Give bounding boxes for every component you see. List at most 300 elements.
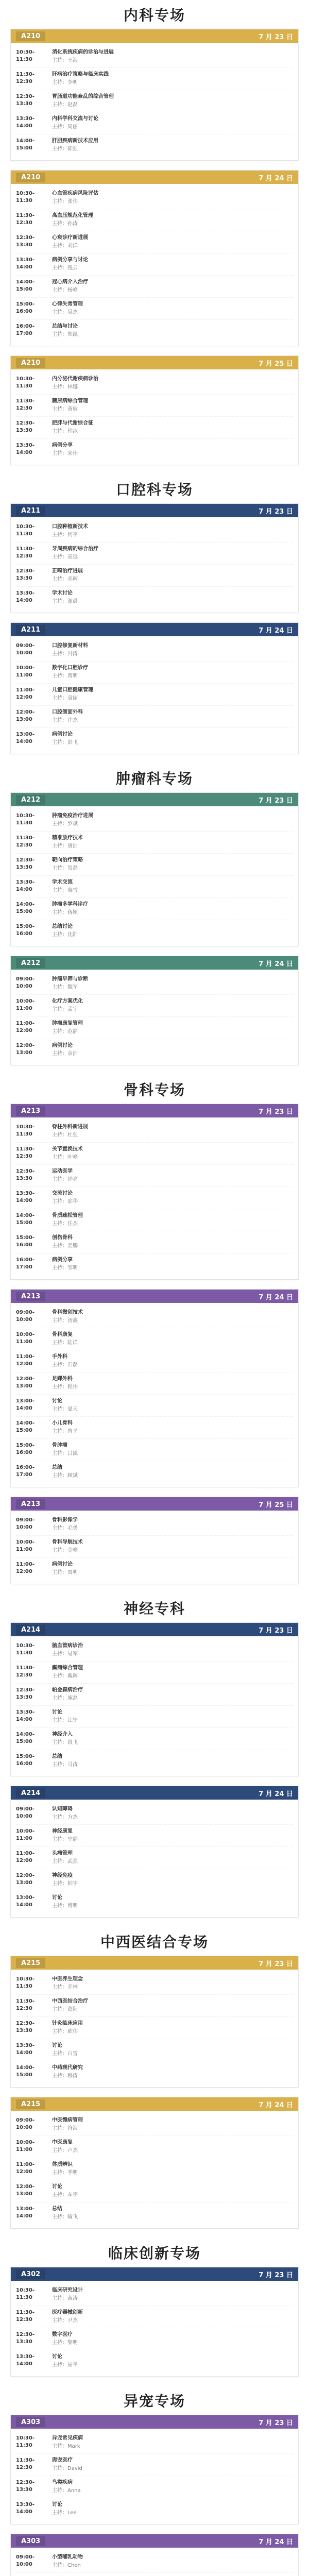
session-time: 11:00-12:00 xyxy=(16,1021,35,1033)
session-row xyxy=(16,920,293,942)
session-time: 12:30-13:30 xyxy=(16,2332,35,2345)
session-time: 11:30-12:30 xyxy=(16,546,35,559)
session-row xyxy=(16,898,293,920)
session-time: 13:30-14:00 xyxy=(16,2502,35,2515)
session-time: 09:00-10:00 xyxy=(16,1517,35,1530)
session-row xyxy=(16,832,293,854)
session-time: 10:30-11:30 xyxy=(16,524,35,537)
session-card xyxy=(10,503,299,613)
date-label: 7 月 24 日 xyxy=(259,1790,293,1798)
session-content xyxy=(52,1539,293,1554)
section-title: 临床创新专场 xyxy=(108,2245,201,2262)
session-subtitle: 主持：刘洋 xyxy=(52,243,78,249)
session-subtitle: 主持：孟宇 xyxy=(52,1007,78,1012)
section xyxy=(0,1075,309,1584)
session-time: 12:30-13:30 xyxy=(16,2480,35,2493)
session-content xyxy=(52,93,293,109)
session-row xyxy=(16,1439,293,1461)
session-title: 正畸治疗进展 xyxy=(52,568,83,574)
session-content xyxy=(52,590,293,605)
session-title: 中西医结合治疗 xyxy=(52,1998,88,2004)
session-subtitle: 主持：任杰 xyxy=(52,1221,78,1227)
room-label: A210 xyxy=(16,173,45,182)
date-label: 7 月 23 日 xyxy=(259,796,293,805)
session-content xyxy=(52,1998,293,2013)
session-row xyxy=(16,1847,293,1869)
session-row xyxy=(16,1825,293,1847)
session-content xyxy=(52,523,293,539)
session-content xyxy=(52,1872,293,1888)
section-title: 异宠专场 xyxy=(123,2393,185,2410)
session-row xyxy=(16,1231,293,1253)
session-title: 讨论 xyxy=(52,1895,62,1901)
session-card xyxy=(10,2267,299,2377)
session-subtitle: 主持：林娜 xyxy=(52,384,78,390)
card-body xyxy=(11,1800,298,1917)
session-title: 高血压规范化管理 xyxy=(52,213,93,218)
session-time: 09:00-10:00 xyxy=(16,643,35,656)
session-subtitle: 主持：方杰 xyxy=(52,1815,78,1820)
session-title: 神经免疫 xyxy=(52,1873,73,1878)
session-subtitle: 主持：姜鹏 xyxy=(52,1243,78,1249)
session-row xyxy=(16,639,293,662)
session-title: 病例讨论 xyxy=(52,1562,73,1567)
session-title: 病例分享 xyxy=(52,1257,73,1263)
session-card xyxy=(10,170,299,346)
session-title: 异宠常见疾病 xyxy=(52,2435,83,2441)
session-title: 体质辨识 xyxy=(52,2162,73,2167)
session-subtitle: 主持：曹明 xyxy=(52,673,78,679)
date-label: 7 月 24 日 xyxy=(259,1293,293,1301)
date-label: 7 月 23 日 xyxy=(259,1626,293,1635)
card-body xyxy=(11,369,298,465)
session-time: 12:00-13:00 xyxy=(16,709,35,722)
card-header xyxy=(11,2534,298,2548)
session-subtitle: 主持：David xyxy=(52,2466,82,2471)
session-subtitle: 主持：施磊 xyxy=(52,1696,78,1701)
session-row xyxy=(16,520,293,543)
room-label: A213 xyxy=(16,1292,45,1301)
session-time: 14:00-15:00 xyxy=(16,1732,35,1744)
session-subtitle: 主持：石磊 xyxy=(52,1362,78,1368)
session-subtitle: 主持：邹明 xyxy=(52,1265,78,1271)
session-subtitle: 主持：宁静 xyxy=(52,1837,78,1842)
section-title: 内科专场 xyxy=(123,7,185,24)
session-subtitle: 主持：张伟 xyxy=(52,199,78,205)
session-row xyxy=(16,995,293,1017)
session-card xyxy=(10,1289,299,1487)
session-subtitle: 主持：金峰 xyxy=(52,1548,78,1553)
session-content xyxy=(52,1894,293,1910)
session-content xyxy=(52,879,293,894)
session-row xyxy=(16,253,293,276)
session-time: 10:30-11:30 xyxy=(16,376,35,389)
session-subtitle: 主持：赵磊 xyxy=(52,102,78,108)
session-row xyxy=(16,2136,293,2158)
room-label: A302 xyxy=(16,2269,45,2279)
session-title: 牙周疾病的综合治疗 xyxy=(52,546,98,552)
session-subtitle: 主持：郑凯 xyxy=(52,332,78,337)
session-row xyxy=(16,1728,293,1750)
session-subtitle: 主持：戴辉 xyxy=(52,1673,78,1679)
session-row xyxy=(16,1869,293,1891)
session-time: 13:30-14:00 xyxy=(16,1709,35,1722)
session-row xyxy=(16,1372,293,1395)
session-title: 化疗方案优化 xyxy=(52,998,83,1004)
session-row xyxy=(16,46,293,68)
session-subtitle: 主持：彭飞 xyxy=(52,740,78,745)
section-title: 神经专科 xyxy=(123,1600,185,1617)
session-time: 11:00-12:00 xyxy=(16,687,35,700)
session-time: 10:30-11:30 xyxy=(16,1976,35,1989)
date-label: 7 月 24 日 xyxy=(259,2538,293,2546)
session-subtitle: 主持：毛勇 xyxy=(52,1526,78,1531)
session-title: 靶向治疗策略 xyxy=(52,857,83,863)
session-time: 10:00-11:00 xyxy=(16,1828,35,1841)
session-title: 癫痫综合管理 xyxy=(52,1665,83,1671)
session-content xyxy=(52,442,293,457)
session-row xyxy=(16,439,293,461)
session-subtitle: 主持：邵华 xyxy=(52,1199,78,1205)
session-subtitle: 主持：罗斌 xyxy=(52,821,78,827)
session-row xyxy=(16,2158,293,2180)
card-body xyxy=(11,184,298,346)
session-subtitle: 主持：沈阳 xyxy=(52,932,78,938)
session-row xyxy=(16,854,293,876)
session-content xyxy=(52,420,293,435)
session-title: 脑血管病诊治 xyxy=(52,1643,83,1649)
session-content xyxy=(52,301,293,316)
session-row xyxy=(16,973,293,995)
session-subtitle: 主持：卢杰 xyxy=(52,2148,78,2154)
card-body xyxy=(11,1511,298,1584)
card-header xyxy=(11,29,298,43)
session-row xyxy=(16,1039,293,1061)
session-title: 病例分享 xyxy=(52,443,73,448)
card-header xyxy=(11,1497,298,1511)
session-content xyxy=(52,1709,293,1724)
session-time: 13:00-14:00 xyxy=(16,732,35,744)
session-row xyxy=(16,1417,293,1439)
session-time: 11:30-12:30 xyxy=(16,2310,35,2323)
card-header xyxy=(11,1786,298,1800)
session-row xyxy=(16,706,293,728)
card-body xyxy=(11,636,298,754)
card-header xyxy=(11,793,298,806)
session-content xyxy=(52,138,293,153)
session-content xyxy=(52,998,293,1013)
session-subtitle: 主持：孙涛 xyxy=(52,221,78,227)
session-title: 总结讨论 xyxy=(52,924,73,929)
session-time: 13:30-14:00 xyxy=(16,1191,35,1204)
session-time: 10:30-11:30 xyxy=(16,191,35,204)
session-subtitle: 主持：吴杰 xyxy=(52,310,78,315)
room-label: A212 xyxy=(16,795,45,805)
session-title: 口腔种植新技术 xyxy=(52,524,88,530)
session-time: 12:00-13:00 xyxy=(16,1043,35,1056)
session-subtitle: 主持：白雪 xyxy=(52,2051,78,2057)
session-row xyxy=(16,1558,293,1580)
card-body xyxy=(11,806,298,946)
session-title: 糖尿病综合管理 xyxy=(52,398,88,404)
session-row xyxy=(16,1750,293,1772)
session-subtitle: 主持：Lee xyxy=(52,2510,77,2516)
session-content xyxy=(52,2287,293,2302)
session-row xyxy=(16,1514,293,1536)
session-row xyxy=(16,1536,293,1558)
date-label: 7 月 23 日 xyxy=(259,2271,293,2279)
session-title: 消化系统疾病的诊治与进展 xyxy=(52,49,114,55)
session-title: 讨论 xyxy=(52,2043,62,2048)
session-row xyxy=(16,2476,293,2498)
session-row xyxy=(16,2180,293,2202)
session-time: 11:00-12:00 xyxy=(16,1354,35,1367)
section-title: 中西医结合专场 xyxy=(100,1934,209,1951)
session-subtitle: 主持：车宇 xyxy=(52,2192,78,2198)
session-row xyxy=(16,187,293,209)
session-title: 神经介入 xyxy=(52,1732,73,1737)
session-time: 15:00-16:00 xyxy=(16,1235,35,1248)
session-subtitle: 主持：许杰 xyxy=(52,718,78,723)
session-subtitle: 主持：贾明 xyxy=(52,1570,78,1575)
session-content xyxy=(52,1517,293,1532)
session-time: 15:00-16:00 xyxy=(16,1754,35,1767)
session-time: 11:00-12:00 xyxy=(16,2162,35,2175)
session-content xyxy=(52,279,293,294)
session-time: 11:30-12:30 xyxy=(16,398,35,411)
session-content xyxy=(52,976,293,991)
session-time: 12:30-13:30 xyxy=(16,568,35,581)
section-title: 肿瘤科专场 xyxy=(115,770,193,787)
session-row xyxy=(16,417,293,439)
session-title: 脊柱外科新进展 xyxy=(52,1124,88,1130)
session-title: 学术讨论 xyxy=(52,590,73,596)
session-time: 13:30-14:00 xyxy=(16,2043,35,2056)
session-content xyxy=(52,1257,293,1272)
card-header xyxy=(11,504,298,517)
session-content xyxy=(52,901,293,917)
section xyxy=(0,764,309,1065)
session-time: 13:00-14:00 xyxy=(16,2206,35,2219)
session-time: 12:00-13:00 xyxy=(16,1376,35,1389)
session-title: 中医慢病管理 xyxy=(52,2117,83,2123)
session-subtitle: 主持：袁丽 xyxy=(52,696,78,701)
session-content xyxy=(52,665,293,680)
session-time: 13:00-14:00 xyxy=(16,1398,35,1411)
session-card xyxy=(10,1104,299,1280)
session-time: 11:30-12:30 xyxy=(16,2458,35,2470)
session-time: 11:00-12:00 xyxy=(16,1562,35,1574)
session-row xyxy=(16,2432,293,2454)
session-content xyxy=(52,212,293,228)
session-content xyxy=(52,190,293,206)
session-title: 骨科康复 xyxy=(52,1332,73,1337)
section xyxy=(0,2386,309,2576)
card-body xyxy=(11,2548,298,2576)
session-content xyxy=(52,1376,293,1391)
session-subtitle: 主持：Mark xyxy=(52,2444,80,2449)
card-body xyxy=(11,517,298,613)
session-title: 中药现代研究 xyxy=(52,2065,83,2071)
session-subtitle: 主持：秦雪 xyxy=(52,888,78,893)
room-label: A214 xyxy=(16,1788,45,1798)
session-content xyxy=(52,2139,293,2155)
card-header xyxy=(11,2267,298,2281)
session-row xyxy=(16,209,293,231)
session-title: 中医养生理念 xyxy=(52,1976,83,1982)
session-content xyxy=(52,1353,293,1369)
card-header xyxy=(11,956,298,970)
card-header xyxy=(11,2097,298,2111)
date-label: 7 月 23 日 xyxy=(259,1108,293,1116)
session-title: 认知障碍 xyxy=(52,1806,73,1812)
session-subtitle: 主持：符海 xyxy=(52,2126,78,2131)
session-content xyxy=(52,1806,293,1821)
session-subtitle: 主持：周丽 xyxy=(52,124,78,130)
session-title: 运动医学 xyxy=(52,1168,73,1174)
session-title: 爬宠医疗 xyxy=(52,2458,73,2463)
session-content xyxy=(52,1442,293,1458)
session-row xyxy=(16,876,293,898)
session-subtitle: 主持：Anna xyxy=(52,2488,81,2494)
session-subtitle: 主持：杨峰 xyxy=(52,287,78,293)
session-row xyxy=(16,2061,293,2083)
card-body xyxy=(11,2111,298,2228)
session-time: 14:00-15:00 xyxy=(16,902,35,914)
section xyxy=(0,2238,309,2377)
session-content xyxy=(52,1124,293,1139)
session-subtitle: 主持：黎明 xyxy=(52,2340,78,2346)
session-subtitle: 主持：喻飞 xyxy=(52,2214,78,2220)
session-row xyxy=(16,2551,293,2573)
session-content xyxy=(52,323,293,338)
session-row xyxy=(16,395,293,417)
session-subtitle: 主持：顾斌 xyxy=(52,1473,78,1479)
session-row xyxy=(16,2202,293,2224)
session-card xyxy=(10,792,299,946)
session-subtitle: 主持：季明 xyxy=(52,2170,78,2176)
session-row xyxy=(16,1143,293,1165)
session-subtitle: 主持：叶峰 xyxy=(52,1155,78,1160)
session-row xyxy=(16,276,293,298)
session-title: 胃肠道功能紊乱的综合管理 xyxy=(52,94,114,99)
session-time: 12:30-13:30 xyxy=(16,235,35,248)
session-subtitle: 主持：邓辉 xyxy=(52,577,78,582)
session-subtitle: 主持：柏宇 xyxy=(52,1881,78,1887)
card-body xyxy=(11,1117,298,1279)
session-time: 11:30-12:30 xyxy=(16,213,35,226)
session-row xyxy=(16,2498,293,2520)
session-content xyxy=(52,1561,293,1577)
session-time: 16:00-17:00 xyxy=(16,1257,35,1270)
session-subtitle: 主持：葛阳 xyxy=(52,2007,78,2012)
session-row xyxy=(16,2017,293,2039)
card-body xyxy=(11,1636,298,1776)
session-content xyxy=(52,835,293,850)
session-content xyxy=(52,1168,293,1183)
session-time: 14:00-15:00 xyxy=(16,2065,35,2078)
session-row xyxy=(16,543,293,565)
card-header xyxy=(11,356,298,369)
session-content xyxy=(52,2064,293,2080)
session-row xyxy=(16,1395,293,1417)
room-label: A211 xyxy=(16,625,45,635)
session-content xyxy=(52,1146,293,1161)
session-card xyxy=(10,1956,299,2088)
session-time: 13:30-14:00 xyxy=(16,116,35,129)
session-title: 创伤骨科 xyxy=(52,1235,73,1241)
session-content xyxy=(52,687,293,702)
session-row xyxy=(16,1995,293,2017)
session-time: 09:00-10:00 xyxy=(16,1310,35,1323)
session-title: 小儿骨科 xyxy=(52,1420,73,1426)
session-title: 总结 xyxy=(52,1754,62,1759)
card-body xyxy=(11,1970,298,2087)
session-content xyxy=(52,2457,293,2472)
session-row xyxy=(16,2328,293,2350)
session-row xyxy=(16,1973,293,1995)
session-subtitle: 主持：高远 xyxy=(52,554,78,560)
session-title: 交流讨论 xyxy=(52,1191,73,1196)
session-time: 14:00-15:00 xyxy=(16,1213,35,1226)
session-row xyxy=(16,134,293,156)
session-row xyxy=(16,298,293,320)
session-content xyxy=(52,2554,293,2569)
session-subtitle: 主持：冯涛 xyxy=(52,651,78,657)
session-content xyxy=(52,1642,293,1658)
session-row xyxy=(16,90,293,112)
session-time: 12:30-13:30 xyxy=(16,857,35,870)
session-content xyxy=(52,1850,293,1866)
session-content xyxy=(52,642,293,658)
session-content xyxy=(52,71,293,87)
date-label: 7 月 23 日 xyxy=(259,2419,293,2427)
session-content xyxy=(52,546,293,561)
session-time: 11:30-12:30 xyxy=(16,72,35,84)
session-time: 11:30-12:30 xyxy=(16,1146,35,1159)
session-time: 10:30-11:30 xyxy=(16,1643,35,1656)
session-subtitle: 主持：尹杰 xyxy=(52,2318,78,2324)
session-subtitle: 主持：陈强 xyxy=(52,146,78,152)
session-content xyxy=(52,234,293,250)
session-row xyxy=(16,2284,293,2306)
session-title: 精准放疗技术 xyxy=(52,835,83,841)
session-title: 针灸临床应用 xyxy=(52,2021,83,2026)
session-subtitle: 主持：易军 xyxy=(52,1651,78,1657)
session-title: 讨论 xyxy=(52,1398,62,1404)
session-subtitle: 主持：乔林 xyxy=(52,1985,78,1990)
session-time: 10:00-11:00 xyxy=(16,2140,35,2153)
card-header xyxy=(11,623,298,636)
session-time: 13:30-14:00 xyxy=(16,2354,35,2367)
session-title: 讨论 xyxy=(52,2502,62,2507)
session-content xyxy=(52,1398,293,1413)
session-row xyxy=(16,1328,293,1350)
session-content xyxy=(52,2206,293,2221)
session-subtitle: 主持：余浩 xyxy=(52,1051,78,1057)
card-body xyxy=(11,43,298,160)
session-title: 肿瘤早筛与诊断 xyxy=(52,976,88,982)
session-content xyxy=(52,1464,293,1480)
room-label: A210 xyxy=(16,358,45,368)
session-time: 13:30-14:00 xyxy=(16,590,35,603)
session-row xyxy=(16,1121,293,1143)
session-time: 11:00-12:00 xyxy=(16,1851,35,1863)
session-time: 11:30-12:30 xyxy=(16,1998,35,2011)
session-content xyxy=(52,568,293,583)
session-row xyxy=(16,1165,293,1187)
session-time: 12:30-13:30 xyxy=(16,1687,35,1700)
